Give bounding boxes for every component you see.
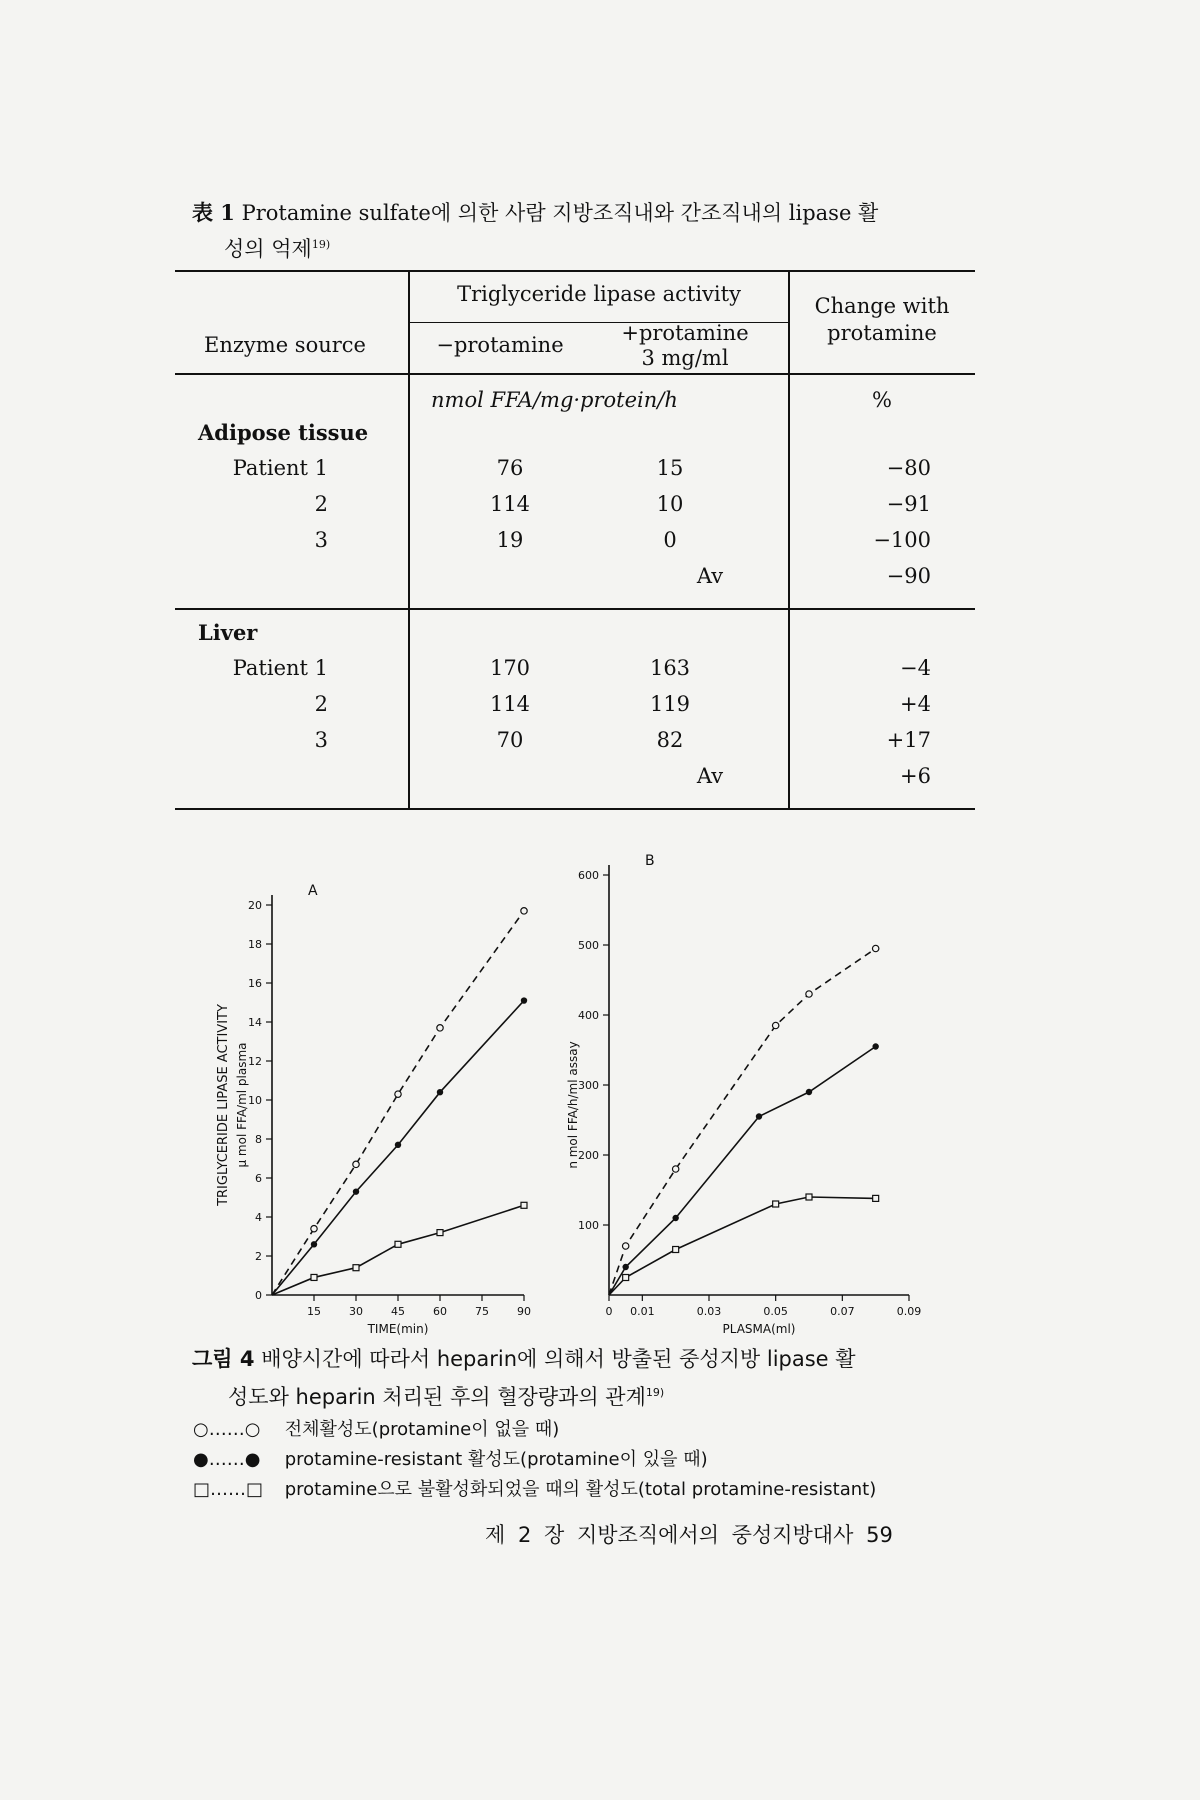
legend-item-inactivated — [193, 1475, 876, 1501]
legend-text: protamine-resistant 활성도(protamine이 있을 때) — [284, 1449, 708, 1470]
table-caption — [192, 197, 972, 265]
table-vline-right — [788, 272, 790, 808]
data-point-protamine-resistant — [437, 1089, 443, 1095]
x-tick-label: 45 — [391, 1305, 405, 1318]
legend-symbol: □……□ — [193, 1479, 264, 1500]
row-label: 2 — [314, 692, 328, 716]
y-tick-label: 400 — [578, 1009, 599, 1022]
row-label: Patient 1 — [232, 456, 328, 480]
data-point-protamine-resistant — [311, 1241, 317, 1247]
data-point-total — [622, 1243, 628, 1249]
y-axis-label: n mol FFA/h/ml assay — [566, 1041, 580, 1169]
cell-change: +17 — [886, 728, 931, 752]
data-point-total — [872, 945, 878, 951]
data-point-total — [806, 991, 812, 997]
cell-change: −91 — [886, 492, 931, 516]
section-title-adipose: Adipose tissue — [198, 420, 369, 445]
cell-minus: 70 — [496, 728, 524, 752]
legend-item-resistant — [193, 1445, 708, 1471]
y-tick-label: 0 — [255, 1289, 262, 1302]
cell-plus: 119 — [649, 692, 691, 716]
data-point-total — [521, 908, 527, 914]
x-axis-label: PLASMA(ml) — [722, 1322, 796, 1336]
x-tick-label: 15 — [307, 1305, 321, 1318]
y-tick-label: 16 — [248, 977, 262, 990]
data-point-protamine-resistant — [395, 1142, 401, 1148]
y-tick-label: 100 — [578, 1219, 599, 1232]
y-tick-label: 300 — [578, 1079, 599, 1092]
cell-minus: 76 — [496, 456, 524, 480]
x-tick-label: 0.01 — [630, 1305, 655, 1318]
data-point-protamine-resistant — [672, 1215, 678, 1221]
col-header-enzyme-source: Enzyme source — [204, 333, 366, 357]
page-footer — [485, 1519, 893, 1549]
row-label: 3 — [314, 528, 328, 552]
col-header-change: Change with — [814, 294, 950, 318]
y-tick-label: 200 — [578, 1149, 599, 1162]
legend-symbol: ●……● — [193, 1449, 261, 1470]
panel-label: A — [308, 883, 318, 899]
y-tick-label: 18 — [248, 938, 262, 951]
table-caption-line1: Protamine sulfate에 의한 사람 지방조직내와 간조직내의 lipase 활 — [241, 201, 879, 225]
data-point-inactivated — [395, 1241, 401, 1247]
cell-minus: 19 — [496, 528, 524, 552]
cell-change: −80 — [886, 456, 931, 480]
figure-caption-line2: 성도와 heparin 처리된 후의 혈장량과의 관계 — [228, 1385, 646, 1409]
data-point-protamine-resistant — [353, 1188, 359, 1194]
legend-text: protamine으로 불활성화되었을 때의 활성도(total protamine-resistant) — [284, 1479, 877, 1500]
data-point-inactivated — [437, 1230, 443, 1236]
data-point-protamine-resistant — [806, 1089, 812, 1095]
data-point-inactivated — [773, 1201, 779, 1207]
x-tick-label: 0 — [605, 1305, 613, 1318]
data-point-total — [672, 1166, 678, 1172]
y-tick-label: 600 — [578, 869, 599, 882]
table-bottom-rule — [175, 808, 975, 810]
legend-symbol: ○……○ — [193, 1419, 261, 1440]
data-point-inactivated — [353, 1265, 359, 1271]
x-tick-label: 90 — [517, 1305, 531, 1318]
col-header-minus-protamine: −protamine — [436, 333, 564, 357]
series-line-total — [272, 911, 524, 1295]
y-tick-label: 6 — [255, 1172, 262, 1185]
data-point-total — [311, 1226, 317, 1232]
table-vline-left — [408, 272, 410, 808]
y-axis-label: TRIGLYCERIDE LIPASE ACTIVITY — [216, 1004, 231, 1206]
x-tick-label: 60 — [433, 1305, 447, 1318]
y-tick-label: 2 — [255, 1250, 262, 1263]
table-top-rule — [175, 270, 975, 272]
chart-panel-b — [555, 815, 945, 1336]
legend-text: 전체활성도(protamine이 없을 때) — [284, 1419, 560, 1440]
data-point-inactivated — [311, 1274, 317, 1280]
x-tick-label: 0.07 — [830, 1305, 855, 1318]
table-section-rule — [175, 608, 975, 610]
data-point-protamine-resistant — [872, 1043, 878, 1049]
col-header-plus-protamine: +protamine — [621, 321, 749, 345]
col-header-activity: Triglyceride lipase activity — [457, 282, 741, 306]
table-caption-ref: 19) — [311, 238, 331, 251]
cell-change: −4 — [900, 656, 931, 680]
data-point-protamine-resistant — [521, 997, 527, 1003]
row-label: Patient 1 — [232, 656, 328, 680]
x-tick-label: 30 — [349, 1305, 363, 1318]
legend-item-total — [193, 1415, 559, 1441]
data-point-protamine-resistant — [756, 1113, 762, 1119]
data-point-inactivated — [521, 1202, 527, 1208]
table-caption-label: 表 1 — [192, 200, 235, 225]
x-tick-label: 0.03 — [696, 1305, 722, 1318]
chart-panel-a — [210, 815, 570, 1336]
cell-minus: 170 — [489, 656, 531, 680]
figure-caption-ref: 19) — [645, 1386, 665, 1399]
y-tick-label: 12 — [248, 1055, 262, 1068]
units-label: nmol FFA/mg·protein/h — [431, 388, 678, 412]
cell-change: −100 — [873, 528, 931, 552]
row-label: 2 — [314, 492, 328, 516]
y-tick-label: 10 — [248, 1094, 262, 1107]
data-point-total — [437, 1025, 443, 1031]
x-axis-label: TIME(min) — [367, 1322, 429, 1336]
cell-change: −90 — [886, 564, 931, 588]
data-point-inactivated — [806, 1194, 812, 1200]
cell-plus: 82 — [656, 728, 684, 752]
section-title-liver: Liver — [198, 620, 258, 645]
page-number: 59 — [866, 1523, 893, 1547]
cell-minus: 114 — [489, 492, 531, 516]
data-point-protamine-resistant — [622, 1264, 628, 1270]
x-tick-label: 75 — [475, 1305, 489, 1318]
cell-change: +6 — [900, 764, 931, 788]
table-caption-line2: 성의 억제 — [224, 237, 312, 261]
cell-av: Av — [696, 764, 724, 788]
data-point-inactivated — [873, 1195, 879, 1201]
figure-caption — [192, 1342, 982, 1414]
series-line-protamine-resistant — [609, 1047, 876, 1296]
col-header-change-2: protamine — [827, 321, 937, 345]
cell-minus: 114 — [489, 692, 531, 716]
cell-plus: 163 — [649, 656, 691, 680]
y-tick-label: 500 — [578, 939, 599, 952]
percent-label: % — [872, 388, 892, 412]
x-tick-label: 0.09 — [896, 1305, 922, 1318]
data-point-total — [772, 1022, 778, 1028]
cell-plus: 15 — [656, 456, 684, 480]
data-point-total — [353, 1161, 359, 1167]
figure-caption-label: 그림 4 — [192, 1347, 255, 1371]
y-tick-label: 14 — [248, 1016, 262, 1029]
cell-av: Av — [696, 564, 724, 588]
footer-title: 지방조직에서의 중성지방대사 — [576, 1523, 854, 1547]
y-tick-label: 4 — [255, 1211, 262, 1224]
table-header-rule — [175, 373, 975, 375]
cell-plus: 0 — [663, 528, 677, 552]
data-point-inactivated — [623, 1275, 629, 1281]
cell-change: +4 — [900, 692, 931, 716]
y-axis-label-units: μ mol FFA/ml plasma — [235, 1042, 249, 1168]
series-line-inactivated — [609, 1197, 876, 1295]
panel-label: B — [645, 853, 655, 869]
cell-plus: 10 — [656, 492, 684, 516]
data-point-total — [395, 1091, 401, 1097]
x-tick-label: 0.05 — [763, 1305, 788, 1318]
data-point-inactivated — [673, 1247, 679, 1253]
y-tick-label: 20 — [248, 899, 262, 912]
col-header-plus-dose: 3 mg/ml — [641, 346, 729, 370]
y-tick-label: 8 — [255, 1133, 262, 1146]
figure-caption-line1: 배양시간에 따라서 heparin에 의해서 방출된 중성지방 lipase 활 — [261, 1347, 856, 1371]
row-label: 3 — [314, 728, 328, 752]
footer-chapter: 제 2 장 — [485, 1523, 565, 1547]
